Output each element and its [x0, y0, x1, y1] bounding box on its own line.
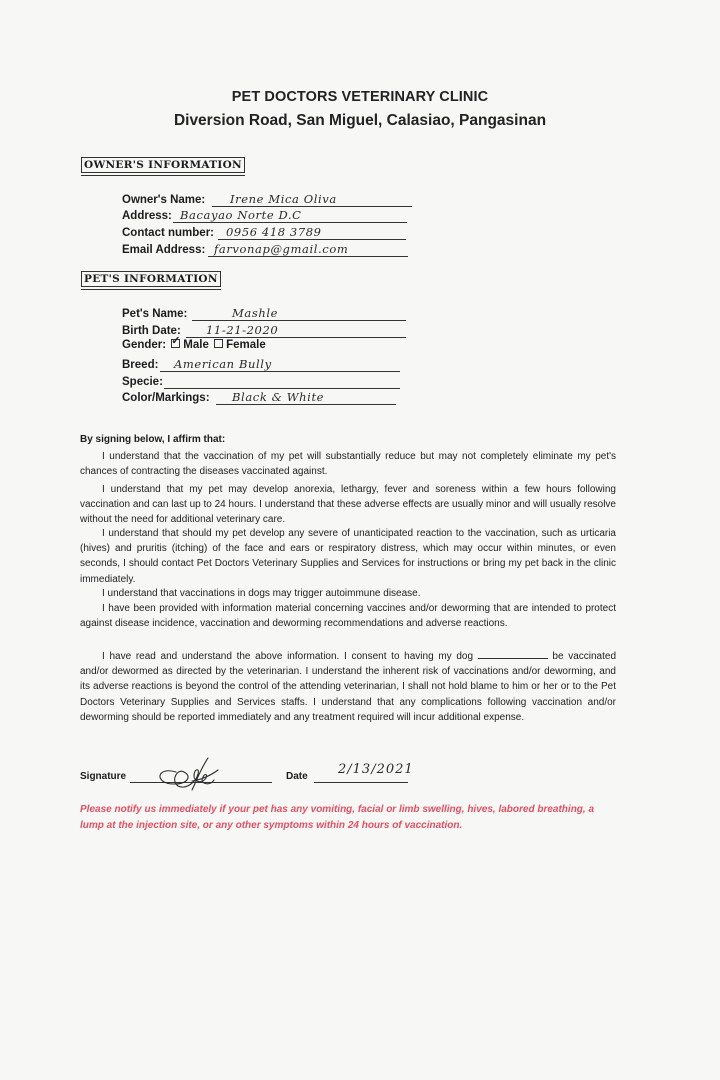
address-field[interactable]	[122, 206, 414, 224]
female-option-label: Female	[226, 339, 266, 351]
pet-name-field[interactable]	[122, 304, 412, 322]
handwritten-signature	[148, 750, 228, 792]
consent-paragraph: I understand that should my pet develop any severe of unanticipated reaction to the vaccination, such as urticaria (hives) and pruritis (itching) of the face and ears or respiratory distress, which may occur within minutes, or even seconds, I should contact Pet Doctors Veterinary Supplies and Services for instructions or bring my pet back in the clinic immediately.	[80, 528, 616, 585]
owner-name-label: Owner's Name:	[122, 194, 206, 206]
birth-date-value: 11-21-2020	[206, 323, 279, 337]
date-label: Date	[286, 771, 308, 782]
pet-name-value: Mashle	[232, 306, 279, 320]
color-markings-label: Color/Markings:	[122, 392, 210, 404]
notice-text: Please notify us immediately if your pet has any vomiting, facial or limb swelling, hives, labored breathing, a lump at the injection site, or any other symptoms within 24 hours of vaccination.	[80, 804, 595, 831]
breed-field[interactable]	[122, 355, 412, 373]
consent-paragraph: I understand that the vaccination of my pet will substantially reduce but may not completely eliminate my pet's chances of contracting the diseases vaccinated against.	[80, 451, 616, 478]
specie-label: Specie:	[122, 376, 163, 388]
email-address-label: Email Address:	[122, 244, 206, 256]
address-value: Bacayao Norte D.C	[180, 208, 302, 222]
pet-name-label: Pet's Name:	[122, 308, 188, 320]
contact-number-field[interactable]	[122, 223, 414, 241]
breed-label: Breed:	[122, 359, 159, 371]
checkmark-icon: ✓	[171, 335, 181, 347]
contact-number-label: Contact number:	[122, 227, 214, 239]
pet-section-heading: PET'S INFORMATION	[81, 271, 221, 287]
consent-final-text-end: be vaccinated and/or dewormed as directed by the veterinarian. I understand the inherent risk of vaccinations and/or deworming, and its adverse reactions is beyond the control of the attending veterinarian, I shall not hold blame to him or her or to the Pet Doctors Veterinary Supplies and Services staffs. I understand that any complications following vaccination and/or deworming should be reported immediately and any treatment required will incur additional expense.	[80, 651, 617, 723]
male-checkbox[interactable]	[171, 335, 181, 348]
birth-date-label: Birth Date:	[122, 325, 181, 337]
male-option-label: Male	[183, 339, 209, 351]
consent-paragraph: I understand that my pet may develop anorexia, lethargy, fever and soreness within a few hours following vaccination and can last up to 24 hours. I understand that these adverse effects are usually minor and will usually resolve without the need for additional veterinary care.	[80, 484, 616, 526]
dog-name-blank[interactable]	[478, 649, 548, 659]
date-value: 2/13/2021	[338, 762, 414, 777]
owner-section-heading: OWNER'S INFORMATION	[81, 157, 245, 173]
clinic-name: PET DOCTORS VETERINARY CLINIC	[231, 89, 489, 105]
email-address-field[interactable]	[122, 240, 414, 258]
contact-number-value: 0956 418 3789	[226, 225, 322, 239]
color-markings-field[interactable]	[122, 388, 412, 406]
consent-final-text-start: I have read and understand the above information. I consent to having my dog	[102, 651, 474, 662]
gender-label: Gender:	[122, 339, 167, 351]
color-markings-value: Black & White	[232, 390, 325, 404]
clinic-address: Diversion Road, San Miguel, Calasiao, Pangasinan	[173, 112, 547, 129]
birth-date-field[interactable]	[122, 321, 412, 339]
address-label: Address:	[122, 210, 172, 222]
breed-value: American Bully	[174, 357, 272, 371]
consent-paragraph: I understand that vaccinations in dogs may trigger autoimmune disease.	[102, 588, 421, 599]
gender-selector[interactable]	[122, 335, 266, 351]
affirm-heading: By signing below, I affirm that:	[80, 434, 226, 445]
female-checkbox[interactable]	[214, 339, 223, 348]
consent-paragraph: I have been provided with information material concerning vaccines and/or deworming that are intended to protect against disease incidence, vaccination and deworming recommendations and adverse reactions.	[80, 603, 616, 630]
consent-final-paragraph	[80, 649, 616, 725]
signature-label: Signature	[80, 771, 127, 782]
owner-name-value: Irene Mica Oliva	[230, 192, 337, 206]
email-address-value: farvonap@gmail.com	[214, 242, 349, 256]
date-line[interactable]	[314, 782, 408, 783]
